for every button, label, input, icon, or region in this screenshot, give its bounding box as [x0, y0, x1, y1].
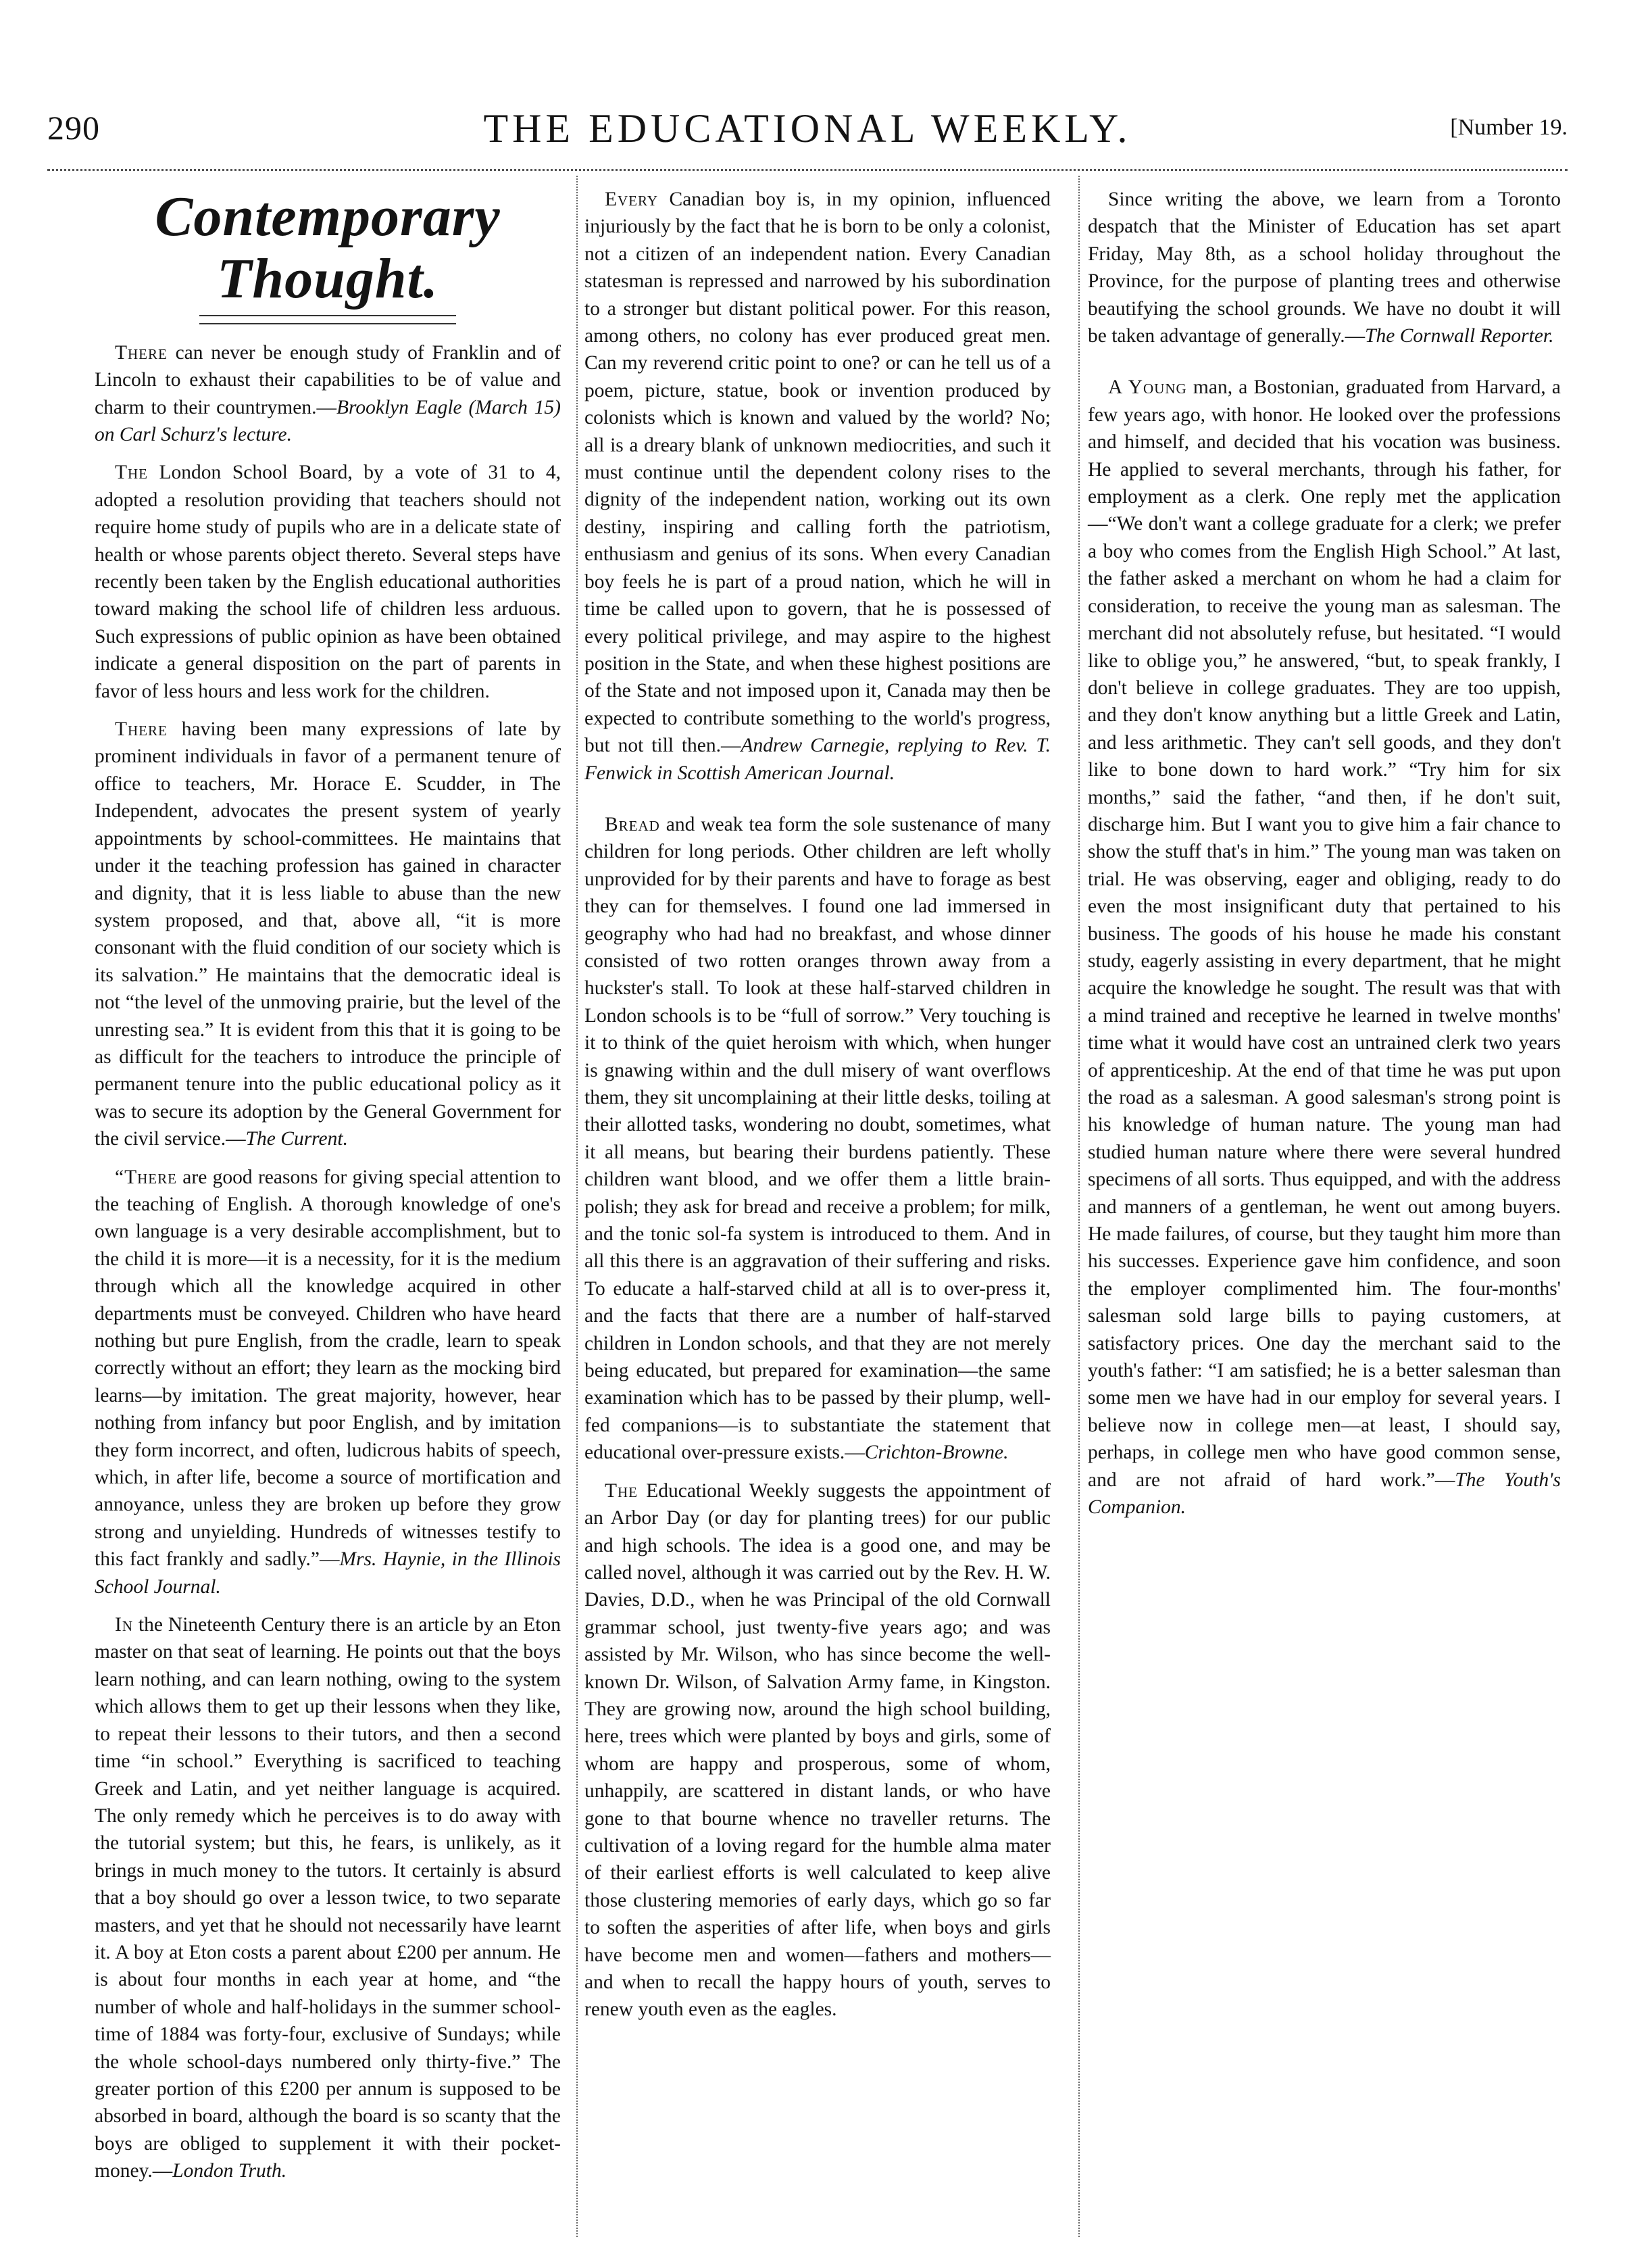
- column-3: [1088, 186, 1561, 1532]
- article-arbor-day-addendum: Since writing the above, we learn from a Toronto despatch that the Minister of Education has set apart Friday, May 8th, as a school holiday throughout the Province, for the purpose of planting trees and otherwise beautifying the school grounds. We have no doubt it will be taken advantage of generally.—The Cornwall Reporter.: [1088, 189, 1561, 347]
- column-divider: [576, 176, 578, 2237]
- spacer: [584, 797, 1051, 811]
- article-harvard-graduate: A Young man, a Bostonian, graduated from Harvard, a few years ago, with honor. He looked over the professions and himself, and decided that his vocation was business. He applied to several merchants, through his father, for employment as a clerk. One reply met the application—“We don't want a college graduate for a clerk; we prefer a boy who comes from the English High School.” At last, the father asked a merchant on whom he had a claim for consideration, to receive the young man as salesman. The merchant did not absolutely refuse, but hesitated. “I would like to oblige you,” he answered, “but, to speak frankly, I don't believe in college graduates. They are too uppish, and they don't know anything but a little Greek and Latin, and less arithmetic. They can't sell goods, and they don't like to bone down to hard work.” “Try him for six months,” said the father, “and then, if he don't suit, discharge him. But I want you to give him a fair chance to show the stuff that's in him.” The young man was taken on trial. He was observing, eager and obliging, ready to do even the most insignificant duty that pertained to his business. The goods of his house he made his constant study, eagerly assisting in every department, that he might acquire the knowledge he sought. The result was that with a mind trained and receptive he learned in twelve months' time what it would have cost an untrained clerk two years of apprenticeship. At the end of that time he was put upon the road as a salesman. A good salesman's strong point is his knowledge of human nature. The young man had studied human nature where there were several hundred specimens of all sorts. Thus equipped, and with the address and manners of a gentleman, he went out among buyers. He made failures, of course, but they taught him more than his successes. Experience gave him confidence, and soon the employer complimented him. The four-months' salesman sold large bills to paying customers, at satisfactory prices. One day the merchant said to the youth's father: “I am satisfied; he is a better salesman than some men we have had in our employ for several years. I believe now in college men—at least, I should say, perhaps, in college men who have good common sense, and are not afraid of hard work.”—The Youth's Companion.: [1088, 376, 1561, 1519]
- journal-title: THE EDUCATIONAL WEEKLY.: [483, 106, 1132, 151]
- page-header: [47, 108, 1568, 162]
- column-divider: [1078, 176, 1080, 2237]
- article-teacher-tenure: There having been many expressions of late by prominent individuals in favor of a permanent tenure of office to teachers, Mr. Horace E. Scudder, in The Independent, advocates the present system of yearly appointments by school-committees. He maintains that under it the teaching profession has gained in character and dignity, that it is less liable to abuse than the new system proposed, and that, above all, “it is more consonant with the fluid condition of our society which is its salvation.” He maintains that the democratic ideal is not “the level of the unmoving prairie, but the level of the unresting sea.” It is evident from this that it is going to be as difficult for the teachers to introduce the principle of permanent tenure into the public educational policy as it was to secure its adoption by the General Government for the civil service.—The Current.: [95, 718, 561, 1150]
- article-bread-and-tea: Bread and weak tea form the sole sustenance of many children for long periods. Other children are left wholly unprovided for by their parents and have to forage as best they can for themselves. I found one lad immersed in geography who had had no breakfast, and whose dinner consisted of two rotten oranges thrown away from a huckster's stall. To look at these half-starved children in London schools is to be “full of sorrow.” Very touching is it to think of the quiet heroism with which, when hunger is gnawing within and the dull misery of want overflows them, they sit uncomplaining at their little desks, toiling at their allotted tasks, wondering no doubt, sometimes, what it all means, but bearing their burdens patiently. These children want blood, and we offer them a little brain-polish; they ask for bread and receive a problem; for milk, and the tonic sol-fa system is introduced to them. And in all this there is an aggravation of their suffering and risks. To educate a half-starved child at all is to over-press it, and the facts that there are a number of half-starved children in London schools, and that they are not merely being educated, but prepared for examination—the same examination which has to be passed by their plump, well-fed companions—is to substantiate the statement that educational over-pressure exists.—Crichton-Browne.: [584, 813, 1051, 1464]
- article-teaching-english: “There are good reasons for giving special attention to the teaching of English. A thorough knowledge of one's own language is a very desirable accomplishment, but to the child it is more—it is a necessity, for it is the medium through which all the knowledge acquired in other departments must be conveyed. Children who have heard nothing but pure English, from the cradle, learn to speak correctly without an effort; they learn as the mocking bird learns—by imitation. The great majority, however, hear nothing from infancy but poor English, and by imitation they form incorrect, and often, ludicrous habits of speech, which, in after life, become a source of mortification and annoyance, unless they are broken up before they grow strong and unyielding. Hundreds of witnesses testify to this fact frankly and sadly.”—Mrs. Haynie, in the Illinois School Journal.: [95, 1166, 561, 1598]
- issue-number: [Number 19.: [1450, 115, 1568, 140]
- article-london-school-board: The London School Board, by a vote of 31 to 4, adopted a resolution providing that teachers should not require home study of pupils who are in a delicate state of health or whose parents object thereto. Several steps have recently been taken by the English educational authorities toward making the school life of children less arduous. Such expressions of public opinion as have been obtained indicate a general disposition on the part of parents in favor of less hours and less work for the children.: [95, 462, 561, 702]
- section-title: Contemporary Thought.: [155, 185, 501, 311]
- article-eton: In the Nineteenth Century there is an article by an Eton master on that seat of learning. He points out that the boys learn nothing, and can learn nothing, owing to the system which allows them to get up their lessons when they like, to repeat their lessons to their tutors, and then a second time “in school.” Everything is sacrificed to teaching Greek and Latin, and yet neither language is acquired. The only remedy which he perceives is to do away with the tutorial system; but this, he fears, is unlikely, as it brings in much money to the tutors. It certainly is absurd that a boy should go over a lesson twice, to two separate masters, and yet that he should not necessarily have learnt it. A boy at Eton costs a parent about £200 per annum. He is about four months in each year at home, and “the number of whole and half-holidays in the summer school-time of 1884 was forty-four, exclusive of Sundays; while the whole school-days numbered only thirty-five.” The greater portion of this £200 per annum is supposed to be absorbed in board, although the board is so scanty that the boys are obliged to supplement it with their pocket-money.—London Truth.: [95, 1614, 561, 2182]
- spacer: [1088, 360, 1561, 374]
- column-2: [584, 186, 1051, 2034]
- column-1: [95, 186, 561, 2196]
- header-divider: [47, 169, 1568, 171]
- article-canadian-boy: Every Canadian boy is, in my opinion, influenced injuriously by the fact that he is born to be only a colonist, not a citizen of an independent nation. Every Canadian statesman is repressed and narrowed by his subordination to a stronger but distant political power. For this reason, among others, no colony has ever produced great men. Can my reverend critic point to one? or can he tell us of a poem, picture, statue, book or invention produced by colonists which is known and valued by the world? No; all is a dreary blank of unknown mediocrities, and such it must continue until the dependent colony rises to the dignity of the independent nation, working out its own destiny, inspiring and calling forth the patriotism, enthusiasm and genius of its sons. When every Canadian boy feels he is part of a proud nation, which he will in time be called upon to govern, that he is possessed of every political privilege, and may aspire to the highest position in the State, and when these highest positions are of the State and not imposed upon it, Canada may then be expected to contribute something to the world's progress, but not till then.—Andrew Carnegie, replying to Rev. T. Fenwick in Scottish American Journal.: [584, 189, 1051, 784]
- title-ornament: [199, 315, 456, 324]
- page-number: 290: [47, 109, 100, 147]
- article-franklin-lincoln: There can never be enough study of Franklin and of Lincoln to exhaust their capabilities to be of value and charm to their countrymen.—Brooklyn Eagle (March 15) on Carl Schurz's lecture.: [95, 341, 561, 445]
- article-arbor-day: The Educational Weekly suggests the appointment of an Arbor Day (or day for planting trees) for our public and high schools. The idea is a good one, and may be called novel, although it was carried out by the Rev. H. W. Davies, D.D., when he was Principal of the old Cornwall grammar school, just twenty-five years ago; and was assisted by Mr. Wilson, who has since become the well-known Dr. Wilson, of Salvation Army fame, in Kingston. They are growing now, around the high school building, here, trees which were planted by boys and girls, some of whom are happy and prosperous, some of whom, unhappily, are scattered in distant lands, or who have gone to that bourne whence no traveller returns. The cultivation of a loving regard for the humble alma mater of their earliest efforts is well calculated to keep alive those clustering memories of early days, which go so far to soften the asperities of after life, when boys and girls have become men and women—fathers and mothers—and when to recall the happy hours of youth, serves to renew youth even as the eagles.: [584, 1479, 1051, 2021]
